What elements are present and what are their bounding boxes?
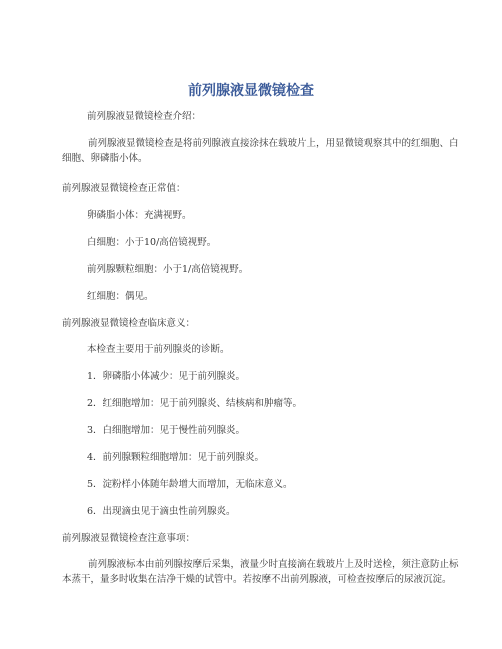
normal-item-lecithin: 卵磷脂小体：充满视野。 xyxy=(87,210,192,221)
clinical-intro: 本检查主要用于前列腺炎的诊断。 xyxy=(87,344,230,355)
normal-item-wbc: 白细胞：小于10/高倍镜视野。 xyxy=(87,237,217,248)
clinical-item-4: 4．前列腺颗粒细胞增加：见于前列腺炎。 xyxy=(87,452,265,463)
intro-paragraph: 前列腺液显微镜检查是将前列腺液直接涂抹在载玻片上，用显微镜观察其中的红细胞、白细胞、卵磷脂小体。 xyxy=(62,138,459,164)
normal-item-rbc: 红细胞：偶见。 xyxy=(87,291,154,302)
normal-values-heading: 前列腺液显微镜检查正常值： xyxy=(62,183,186,194)
clinical-heading: 前列腺液显微镜检查临床意义： xyxy=(62,318,196,329)
intro-heading: 前列腺液显微镜检查介绍： xyxy=(87,111,202,122)
notes-paragraph: 前列腺液标本由前列腺按摩后采集，液量少时直接滴在载玻片上及时送检，须注意防止标本蒸干，量多时收集在洁净干燥的试管中。若按摩不出前列腺液，可检查按摩后的尿液沉淀。 xyxy=(62,559,459,585)
clinical-item-6: 6．出现滴虫见于滴虫性前列腺炎。 xyxy=(87,506,236,517)
document-title: 前列腺液显微镜检查 xyxy=(188,83,314,99)
normal-item-granular-cells: 前列腺颗粒细胞：小于1/高倍镜视野。 xyxy=(87,264,249,275)
notes-heading: 前列腺液显微镜检查注意事项： xyxy=(62,533,196,544)
clinical-item-1: 1．卵磷脂小体减少：见于前列腺炎。 xyxy=(87,371,246,382)
clinical-item-3: 3．白细胞增加：见于慢性前列腺炎。 xyxy=(87,425,246,436)
clinical-item-5: 5．淀粉样小体随年龄增大而增加，无临床意义。 xyxy=(87,479,293,490)
clinical-item-2: 2．红细胞增加：见于前列腺炎、结核病和肿瘤等。 xyxy=(87,398,303,409)
